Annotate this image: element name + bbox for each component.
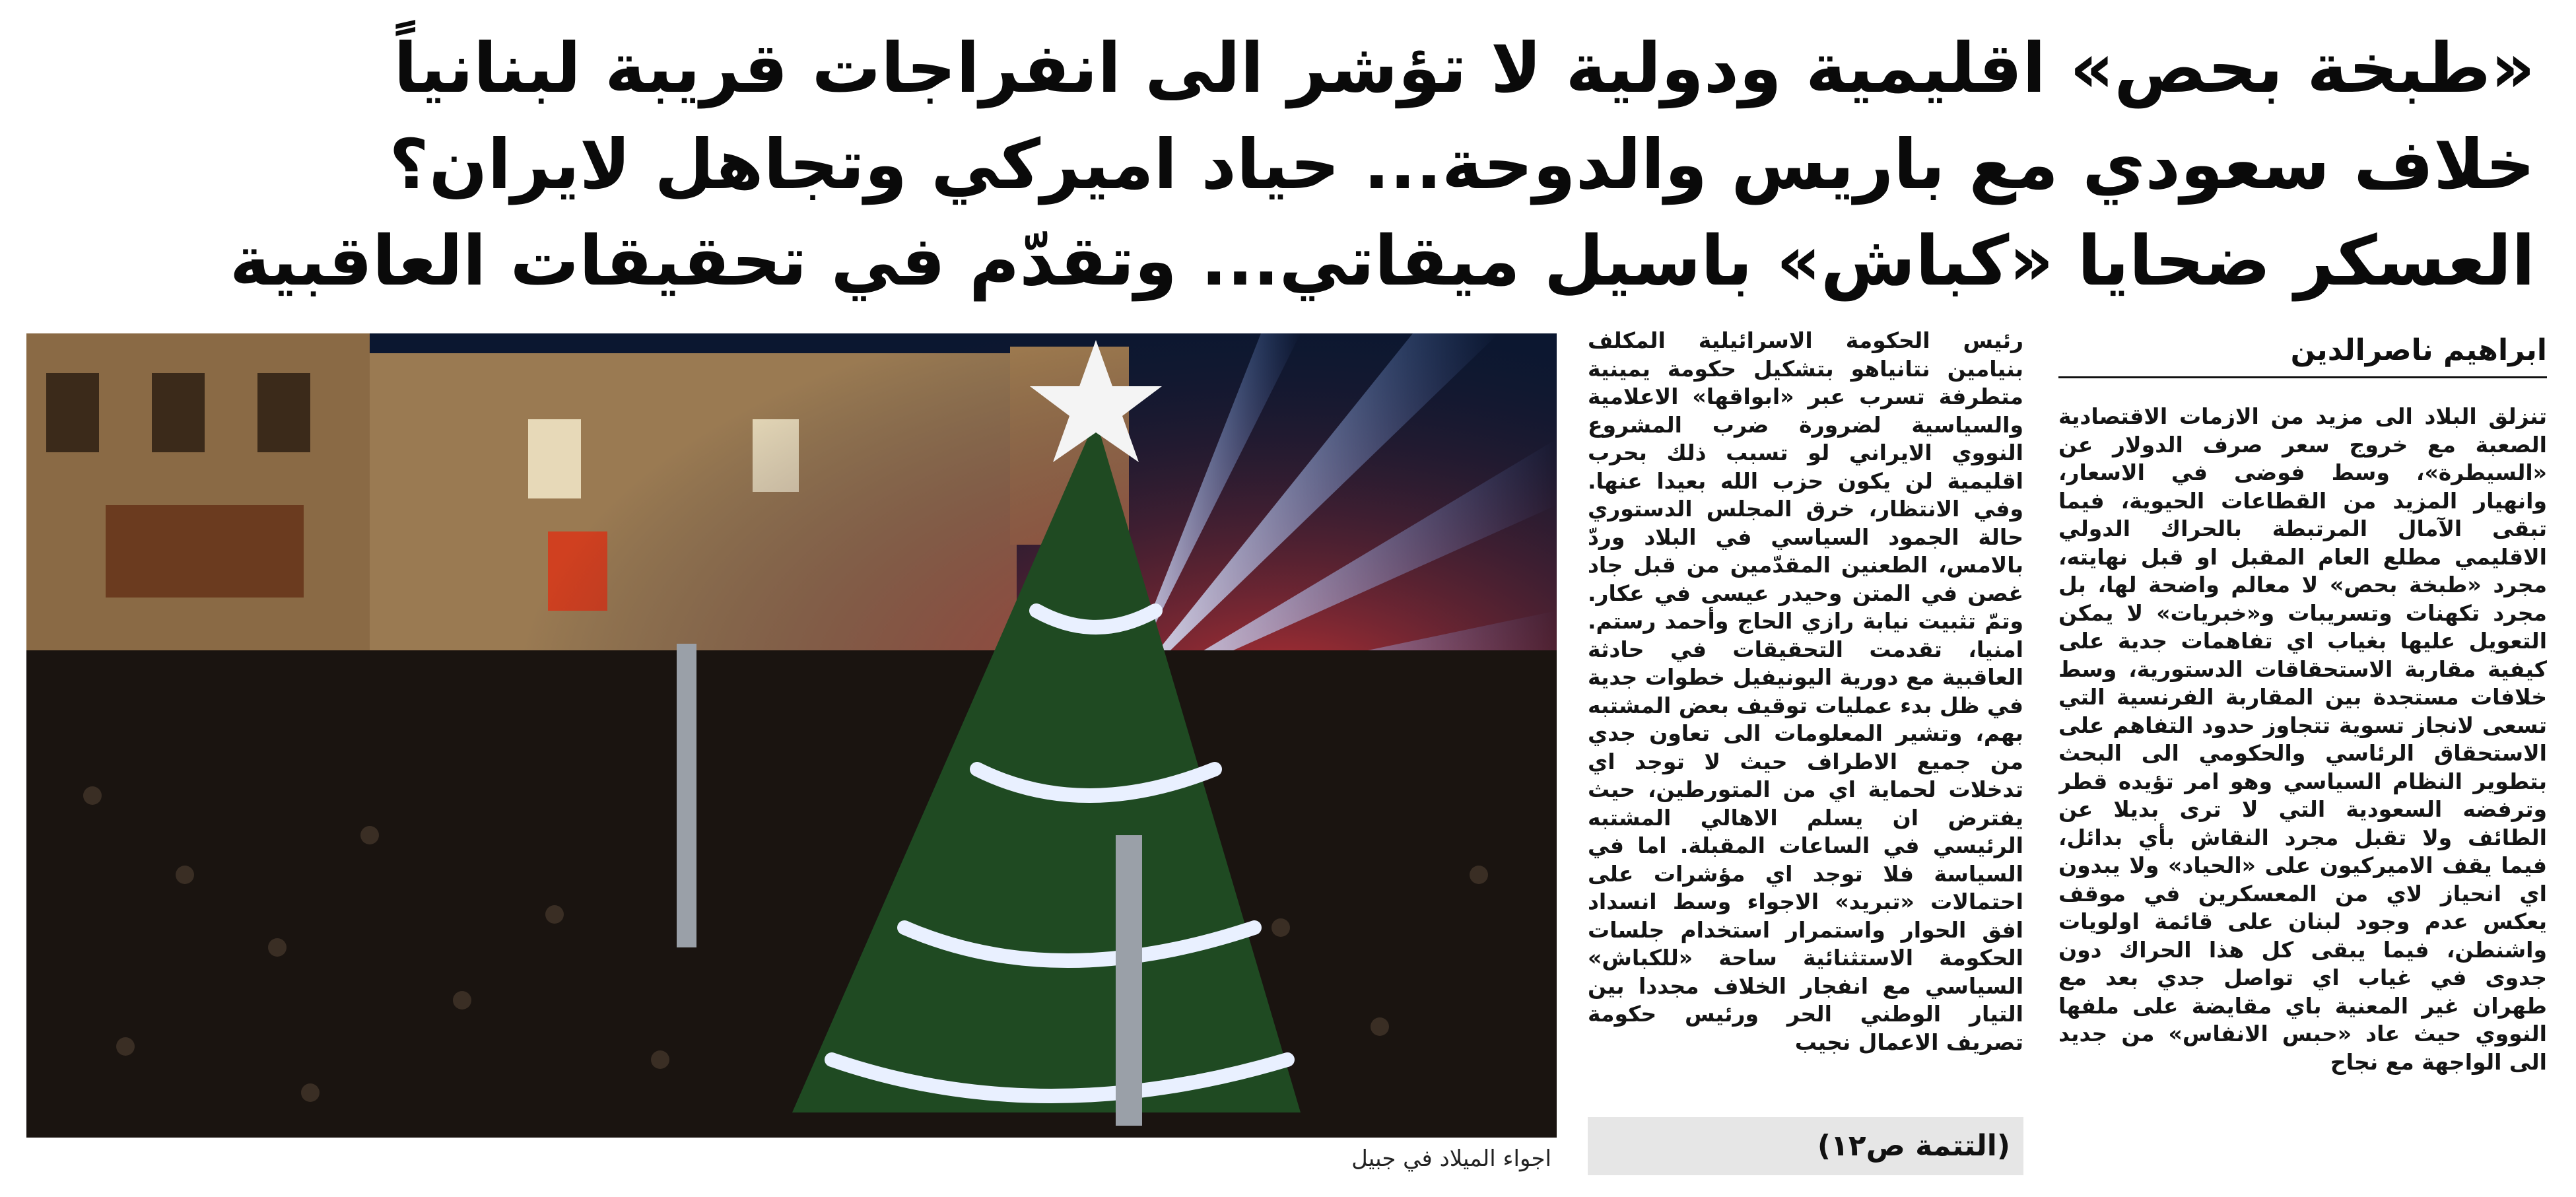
continued-label: (التتمة ص١٢) xyxy=(1588,1117,2023,1175)
christmas-photo xyxy=(26,333,1557,1138)
photo-caption: اجواء الميلاد في جبيل xyxy=(1351,1146,1551,1172)
headlines xyxy=(53,20,2535,309)
headline-line-1: «طبخة بحص» اقليمية ودولية لا تؤشر الى انفراجات قريبة لبنانياً xyxy=(393,28,2535,108)
crowd xyxy=(26,650,1557,1138)
article-right-column: تنزلق البلاد الى مزيد من الازمات الاقتصادية الصعبة مع خروج سعر صرف الدولار عن «السيطرة»، وسط فوضى في الاسعار، وانهيار المزيد من القطاعات الحيوية، فيما تبقى الآمال المرتبطة بالحراك الدولي الاقليمي مطلع العام المقبل او قبل نهايته، مجرد «طبخة بحص» لا معالم واضحة لها، بل مجرد تكهنات وتسريبات و«خبريات» لا يمكن التعويل عليها بغياب اي تفاهمات جدية على كيفية مقاربة الاستحقاقات الدستورية، وسط خلافات مستجدة بين المقاربة الفرنسية التي تسعى لانجاز تسوية تتجاوز حدود التفاهم على الاستحقاق الرئاسي والحكومي الى البحث بتطوير النظام السياسي وهو امر تؤيده قطر وترفضه السعودية التي لا ترى بديلا عن الطائف ولا تقبل مجرد النقاش بأي بدائل، فيما يقف الاميركيون على «الحياد» ولا يبدون اي انحياز لاي من المعسكرين في موقف يعكس عدم وجود لبنان على قائمة اولويات واشنطن، فيما يبقى كل هذا الحراك دون جدوى في غياب اي تواصل جدي بعد مع طهران غير المعنية باي مقايضة على ملفها النووي حيث عاد «حبس الانفاس» من جديد الى الواجهة مع نجاح xyxy=(2058,403,2547,1075)
author-byline: ابراهيم ناصرالدين xyxy=(2058,333,2547,378)
headline-line-2: خلاف سعودي مع باريس والدوحة... حياد اميركي وتجاهل لايران؟ xyxy=(389,124,2535,205)
headline-line-3: العسكر ضحايا «كباش» باسيل ميقاتي... وتقدّم في تحقيقات العاقبية xyxy=(229,221,2535,301)
article-middle-column: رئيس الحكومة الاسرائيلية المكلف بنيامين نتانياهو بتشكيل حكومة يمينية متطرفة تسرب عبر «ابواقها» الاعلامية والسياسية لضرورة ضرب المشروع النووي الايراني لو تسبب ذلك بحرب اقليمية لن يكون حزب الله بعيدا عنها. وفي الانتظار، خرق المجلس الدستوري حالة الجمود السياسي في البلاد وردّ بالامس، الطعنين المقدّمين من قبل جاد غصن في المتن وحيدر عيسى في عكار. وتمّ تثبيت نيابة رازي الحاج وأحمد رستم. امنيا، تقدمت التحقيقات في حادثة العاقبية مع دورية اليونيفيل خطوات جدية في ظل بدء عمليات توقيف بعض المشتبه بهم، وتشير المعلومات الى تعاون جدي من جميع الاطراف حيث لا توجد اي تدخلات لحماية اي من المتورطين، حيث يفترض ان يسلم الاهالي المشتبه الرئيسي في الساعات المقبلة. اما في السياسة فلا توجد اي مؤشرات على احتمالات «تبريد» الاجواء وسط انسداد افق الحوار واستمرار استخدام جلسات الحكومة الاستثنائية ساحة «للكباش» السياسي مع انفجار الخلاف مجددا بين التيار الوطني الحر ورئيس حكومة تصريف الاعمال نجيب xyxy=(1588,327,2023,1055)
